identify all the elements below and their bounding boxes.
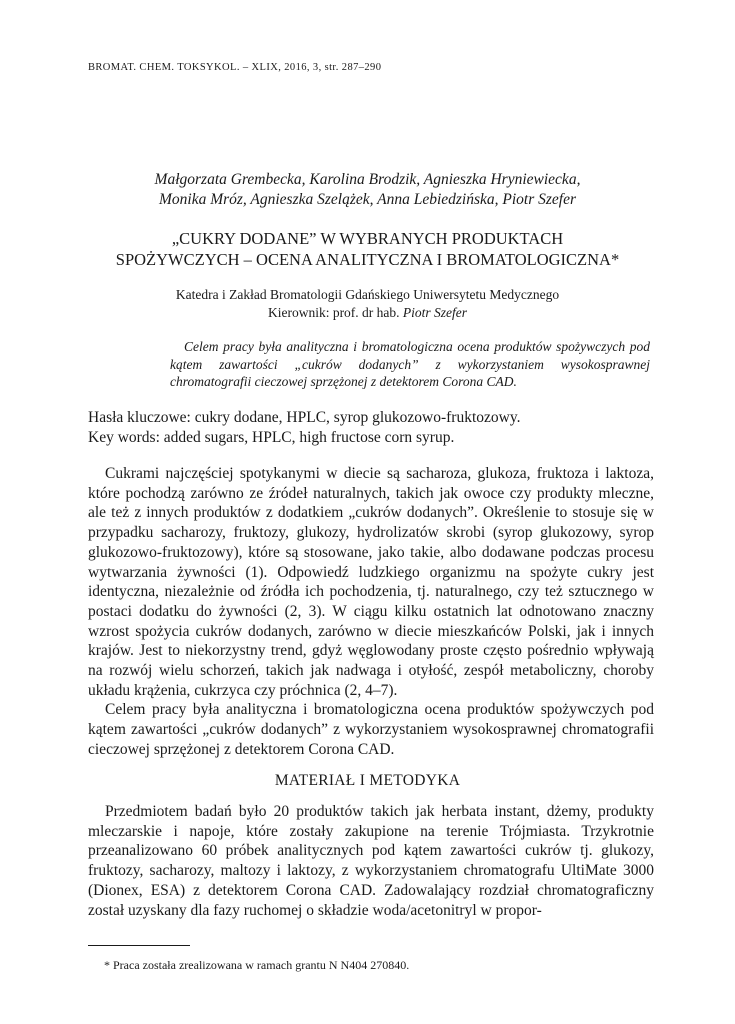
affiliation bbox=[0, 286, 735, 322]
title-line: SPOŻYWCZYCH – OCENA ANALITYCZNA I BROMATOLOGICZNA* bbox=[115, 250, 620, 269]
head-name: Piotr Szefer bbox=[402, 305, 468, 320]
paragraph: Celem pracy była analityczna i bromatologiczna ocena produktów spożywczych pod kątem zawartości „cukrów dodanych” z wykorzystaniem wysokosprawnej chromatografii cieczowej sprzężonej z detektorem Corona CAD. bbox=[88, 701, 654, 758]
section-heading: MATERIAŁ I METODYKA bbox=[274, 772, 461, 789]
footnote: * Praca została zrealizowana w ramach grantu N N404 270840. bbox=[104, 958, 410, 972]
department: Katedra i Zakład Bromatologii Gdańskiego Uniwersytetu Medycznego bbox=[175, 287, 560, 302]
introduction bbox=[88, 464, 654, 760]
head-label: Kierownik: prof. dr hab. bbox=[267, 305, 400, 320]
abstract: Celem pracy była analityczna i bromatologiczna ocena produktów spożywczych pod kątem zawartości „cukrów dodanych” z wykorzystaniem wysokosprawnej chromatografii cieczowej sprzężonej z detektorem Corona CAD. bbox=[170, 339, 650, 389]
paragraph: Przedmiotem badań było 20 produktów takich jak herbata instant, dżemy, produkty mleczarskie i napoje, które zostały zakupione na terenie Trójmiasta. Trzykrotnie przeanalizowano 60 próbek analitycznych pod kątem zawartości cukrów tj. glukozy, fruktozy, sacharozy, maltozy i laktozy, z wykorzystaniem chromatografu UltiMate 3000 (Dionex, ESA) z detektorem Corona CAD. Zadowalający rozdział chromatograficzny został uzyskany dla fazy ruchomej o składzie woda/acetonitryl w propor- bbox=[88, 803, 654, 919]
footnote-divider bbox=[88, 945, 190, 946]
article-title bbox=[0, 228, 735, 270]
head-of-department bbox=[0, 304, 735, 322]
author-line: Małgorzata Grembecka, Karolina Brodzik, Agnieszka Hryniewiecka, bbox=[154, 171, 581, 188]
methods bbox=[88, 802, 654, 920]
keywords-en: Key words: added sugars, HPLC, high fructose corn syrup. bbox=[88, 429, 455, 446]
title-line: „CUKRY DODANE” W WYBRANYCH PRODUKTACH bbox=[171, 229, 564, 248]
running-header: BROMAT. CHEM. TOKSYKOL. – XLIX, 2016, 3, str. 287–290 bbox=[88, 62, 382, 73]
keywords bbox=[88, 408, 658, 448]
author-list bbox=[0, 170, 735, 210]
keywords-pl: Hasła kluczowe: cukry dodane, HPLC, syrop glukozowo-fruktozowy. bbox=[88, 409, 521, 426]
paragraph: Cukrami najczęściej spotykanymi w diecie są sacharoza, glukoza, fruktoza i laktoza, które pochodzą zarówno ze źródeł naturalnych, takich jak owoce czy produkty mleczne, ale też z innych produktów z dodatkiem „cukrów dodanych”. Określenie to stosuje się w przypadku sacharozy, fruktozy, glukozy, hydrolizatów skrobi (syrop glukozowy, syrop glukozowo-fruktozowy), które są stosowane, jako takie, albo dodawane podczas procesu wytwarzania żywności (1). Odpowiedź ludzkiego organizmu na spożyte cukry jest identyczna, niezależnie od źródła ich pochodzenia, tj. naturalnego, czy też sztucznego w postaci dodatku do żywności (2, 3). W ciągu kilku ostatnich lat odnotowano znaczny wzrost spożycia cukrów dodanych, zarówno w diecie mieszkańców Polski, jak i innych krajów. Jest to niekorzystny trend, gdyż węglowodany proste często pośrednio wpływają na rozwój wielu schorzeń, takich jak nadwaga i otyłość, zespół metaboliczny, choroby układu krążenia, cukrzyca czy próchnica (2, 4–7). bbox=[88, 465, 654, 699]
author-line: Monika Mróz, Agnieszka Szelążek, Anna Lebiedzińska, Piotr Szefer bbox=[158, 191, 577, 208]
